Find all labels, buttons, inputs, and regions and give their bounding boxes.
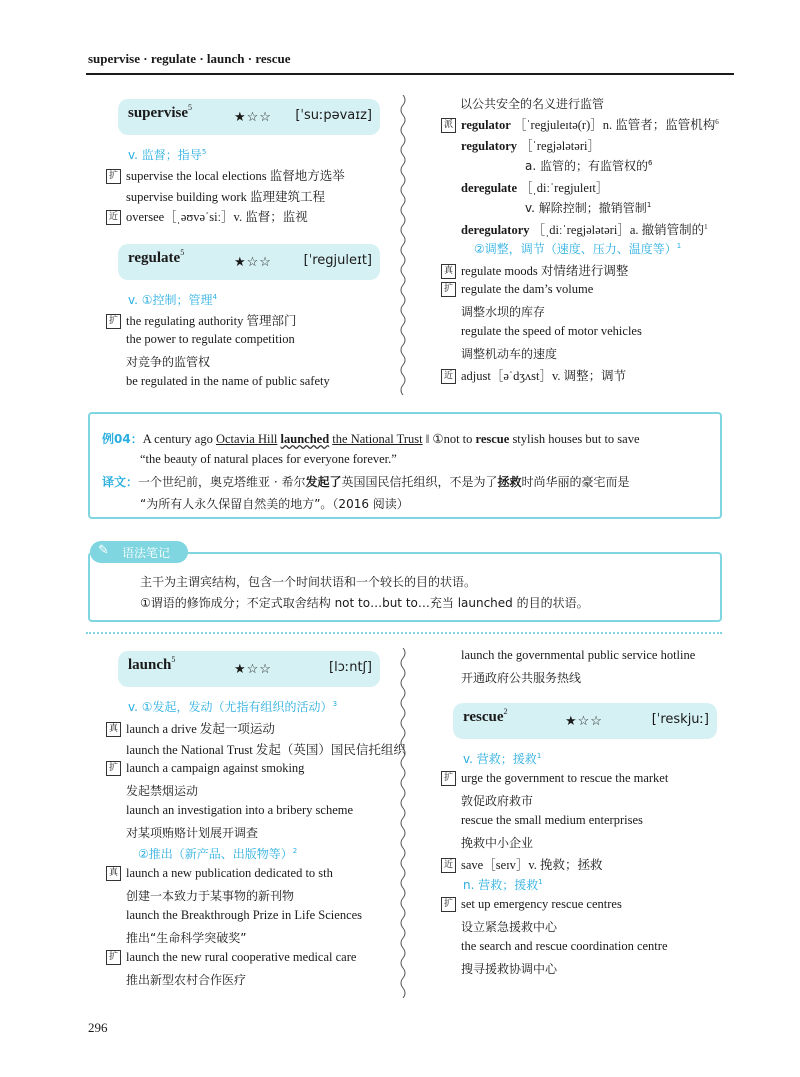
example-translation: 推出新型农村合作医疗 bbox=[126, 973, 247, 987]
tag-jin: 近 bbox=[441, 858, 456, 873]
example-line: 真 regulate moods 对情绪进行调整 bbox=[441, 261, 628, 280]
sense-label: v. 营救；援救$^1$ bbox=[463, 752, 542, 766]
synonym-line: 近 adjust［əˈdʒʌst］v. 调整；调节 bbox=[441, 366, 626, 385]
tag-jin: 近 bbox=[441, 369, 456, 384]
phonetic: [ˈreskjuː] bbox=[651, 712, 709, 727]
pen-icon: ✎ bbox=[98, 543, 109, 558]
example-translation: 搜寻援救协调中心 bbox=[461, 962, 558, 976]
example-line: 扩 supervise the local elections 监督地方选举 bbox=[106, 166, 345, 185]
example-translation: 开通政府公共服务热线 bbox=[461, 671, 582, 685]
grammar-line: ①谓语的修饰成分；不定式取舍结构 not to…but to…充当 launched 的目的状语。 bbox=[140, 596, 589, 610]
sense-label: n. 营救；援救$^1$ bbox=[463, 878, 543, 892]
phonetic: [ˈsuːpəvaɪz] bbox=[295, 108, 372, 123]
sense-label: v. ①控制；管理$^4$ bbox=[128, 293, 218, 307]
example-line: 真 launch a new publication dedicated to sth bbox=[106, 866, 333, 882]
tag-kuo: 扩 bbox=[106, 169, 121, 184]
example-line: launch the governmental public service hotline bbox=[461, 648, 696, 662]
page-number: 296 bbox=[88, 1020, 108, 1035]
derivative-translation: a. 监管的；有监管权的$^6$ bbox=[525, 159, 653, 173]
sense-label: ②推出（新产品、出版物等）$^2$ bbox=[138, 847, 298, 861]
example-line: launch an investigation into a bribery scheme bbox=[126, 803, 354, 817]
example-translation: 推出“生命科学突破奖” bbox=[126, 931, 247, 945]
example-line: be regulated in the name of public safety bbox=[126, 374, 330, 388]
column-divider bbox=[398, 648, 408, 998]
tag-jin: 近 bbox=[106, 210, 121, 225]
example-translation: 挽救中小企业 bbox=[461, 836, 534, 850]
tag-zhen: 真 bbox=[106, 866, 121, 881]
synonym-line: 近 oversee［ˌəʊvəˈsiː］v. 监督；监视 bbox=[106, 207, 308, 226]
example-translation: 调整机动车的速度 bbox=[461, 347, 558, 361]
object-phrase: the National Trust bbox=[332, 432, 423, 446]
grammar-tab: ✎ 语法笔记 bbox=[90, 541, 188, 563]
header-rule bbox=[86, 73, 734, 75]
headword: regulate$^5$ bbox=[128, 248, 185, 266]
example-line: 扩 the regulating authority 管理部门 bbox=[106, 311, 296, 330]
star-rating: ★☆☆ bbox=[565, 713, 603, 728]
derivative-line: 派 regulator ［ˈregjuleɪtə(r)］n. 监管者；监管机构$^6$ bbox=[441, 115, 719, 134]
star-rating: ★☆☆ bbox=[234, 254, 272, 269]
verb-phrase: launched bbox=[280, 432, 330, 446]
sense-label: v. ①发起，发动（尤指有组织的活动）$^3$ bbox=[128, 700, 338, 714]
tag-pai: 派 bbox=[441, 118, 456, 133]
star-rating: ★☆☆ bbox=[234, 109, 272, 124]
tag-kuo: 扩 bbox=[106, 950, 121, 965]
example-sentence: 例04：A century ago Octavia Hill launched the National Trust ‖ ①not to rescue stylish houses but to save bbox=[102, 432, 640, 446]
phonetic: [ˈregjuleɪt] bbox=[303, 253, 372, 268]
subject-phrase: Octavia Hill bbox=[215, 432, 278, 446]
phonetic: [lɔːntʃ] bbox=[329, 660, 372, 675]
example-translation: 创建一本致力于某事物的新刊物 bbox=[126, 889, 295, 903]
example-translation: 敦促政府救市 bbox=[461, 794, 534, 808]
headword-box-supervise bbox=[118, 99, 380, 135]
example-line: launch the Breakthrough Prize in Life Sciences bbox=[126, 908, 363, 922]
sense-label: ②调整，调节（速度、压力、温度等）$^1$ bbox=[474, 242, 682, 256]
example-line: regulate the speed of motor vehicles bbox=[461, 324, 642, 338]
tag-zhen: 真 bbox=[106, 722, 121, 737]
example-translation: 调整水坝的库存 bbox=[461, 305, 546, 319]
example-line: 扩 set up emergency rescue centres bbox=[441, 897, 622, 913]
tag-zhen: 真 bbox=[441, 264, 456, 279]
example-translation: 以公共安全的名义进行监管 bbox=[460, 97, 605, 111]
grammar-line: 主干为主谓宾结构，包含一个时间状语和一个较长的目的状语。 bbox=[140, 575, 477, 589]
example-line: 真 launch a drive 发起一项运动 bbox=[106, 719, 275, 738]
example-line: supervise building work 监理建筑工程 bbox=[126, 190, 325, 204]
example-line: the power to regulate competition bbox=[126, 332, 295, 346]
example-line: 扩 regulate the dam’s volume bbox=[441, 282, 593, 298]
derivative-line: deregulate ［ˌdiːˈregjuleɪt］ bbox=[461, 181, 609, 195]
headword-box-regulate bbox=[118, 244, 380, 280]
headword: rescue$^2$ bbox=[463, 707, 508, 725]
example-translation: 发起禁烟运动 bbox=[126, 784, 199, 798]
sense-label: v. 监督；指导$^5$ bbox=[128, 148, 207, 162]
headword: launch$^5$ bbox=[128, 655, 176, 673]
example-line: rescue the small medium enterprises bbox=[461, 813, 643, 827]
star-rating: ★☆☆ bbox=[234, 661, 272, 676]
tag-kuo: 扩 bbox=[441, 771, 456, 786]
headword-box-rescue bbox=[453, 703, 717, 739]
tag-kuo: 扩 bbox=[106, 761, 121, 776]
tag-kuo: 扩 bbox=[106, 314, 121, 329]
tag-kuo: 扩 bbox=[441, 897, 456, 912]
example-line: the search and rescue coordination centre bbox=[461, 939, 668, 953]
column-divider bbox=[398, 95, 408, 395]
derivative-line: deregulatory ［ˌdiːˈregjələtəri］a. 撤销管制的$^1$ bbox=[461, 222, 708, 237]
synonym-line: 近 save［seɪv］v. 挽救；拯救 bbox=[441, 855, 603, 874]
derivative-line: regulatory ［ˈregjələtəri］ bbox=[461, 139, 600, 153]
example-line: launch the National Trust 发起（英国）国民信托组织 bbox=[126, 743, 406, 757]
example-translation: 译文：一个世纪前，奥克塔维亚 · 希尔发起了英国国民信托组织，不是为了拯救时尚华丽的豪宅而是 bbox=[102, 475, 630, 489]
section-divider bbox=[86, 632, 722, 634]
example-translation: 对竞争的监管权 bbox=[126, 355, 211, 369]
example-line: 扩 launch a campaign against smoking bbox=[106, 761, 304, 777]
example-sentence-cont: “the beauty of natural places for everyone forever.” bbox=[140, 452, 397, 466]
example-translation: 设立紧急援救中心 bbox=[461, 920, 558, 934]
example-line: 扩 launch the new rural cooperative medical care bbox=[106, 950, 356, 966]
example-translation: 对某项贿赂计划展开调查 bbox=[126, 826, 259, 840]
example-translation-cont: “为所有人永久保留自然美的地方”。（2016 阅读） bbox=[140, 497, 409, 511]
derivative-translation: v. 解除控制；撤销管制$^1$ bbox=[525, 201, 652, 215]
running-header: supervise · regulate · launch · rescue bbox=[88, 51, 291, 66]
example-line: 扩 urge the government to rescue the market bbox=[441, 771, 668, 787]
headword-box-launch bbox=[118, 651, 380, 687]
headword: supervise$^5$ bbox=[128, 103, 192, 121]
tag-kuo: 扩 bbox=[441, 282, 456, 297]
